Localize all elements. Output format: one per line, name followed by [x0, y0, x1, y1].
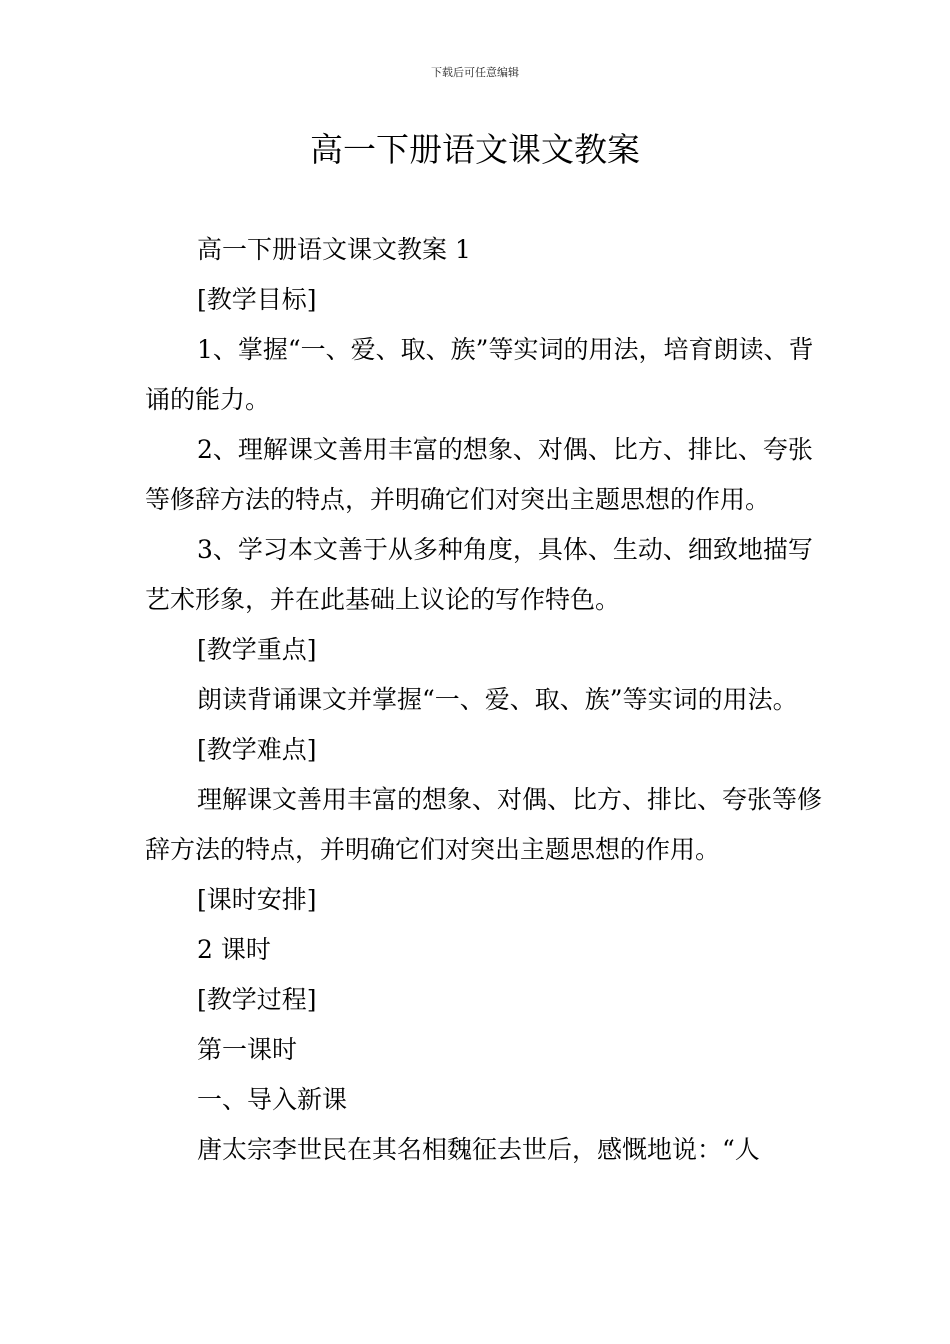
- paragraph-objective-2: 2、理解课文善用丰富的想象、对偶、比方、排比、夸张等修辞方法的特点，并明确它们对突出主题思想的作用。: [145, 435, 813, 514]
- paragraph-schedule: 2 课时: [197, 935, 271, 964]
- paragraph-objective-1: 1、掌握“一、爱、取、族”等实词的用法，培育朗读、背诵的能力。: [145, 335, 814, 414]
- page-header-note: 下载后可任意编辑: [431, 66, 519, 79]
- paragraph-objective-3: 3、学习本文善于从多种角度，具体、生动、细致地描写艺术形象，并在此基础上议论的写作特色。: [145, 535, 813, 614]
- paragraph-first-lesson: 第一课时: [197, 1035, 298, 1064]
- section-heading-schedule: [课时安排]: [197, 885, 317, 914]
- section-heading-key-points: [教学重点]: [197, 635, 317, 664]
- section-heading-objectives: [教学目标]: [197, 285, 317, 314]
- document-body: [145, 225, 835, 1175]
- paragraph-key-points: 朗读背诵课文并掌握“一、爱、取、族”等实词的用法。: [197, 685, 798, 714]
- paragraph-introduction-heading: 一、导入新课: [197, 1085, 348, 1114]
- document-title: 高一下册语文课文教案: [310, 130, 640, 169]
- section-heading-difficulties: [教学难点]: [197, 735, 317, 764]
- paragraph-introduction-text: 唐太宗李世民在其名相魏征去世后，感慨地说：“人: [197, 1135, 760, 1164]
- paragraph-difficulties: 理解课文善用丰富的想象、对偶、比方、排比、夸张等修辞方法的特点，并明确它们对突出主题思想的作用。: [145, 785, 823, 864]
- section-heading-process: [教学过程]: [197, 985, 317, 1014]
- paragraph-subtitle: 高一下册语文课文教案 1: [197, 235, 471, 264]
